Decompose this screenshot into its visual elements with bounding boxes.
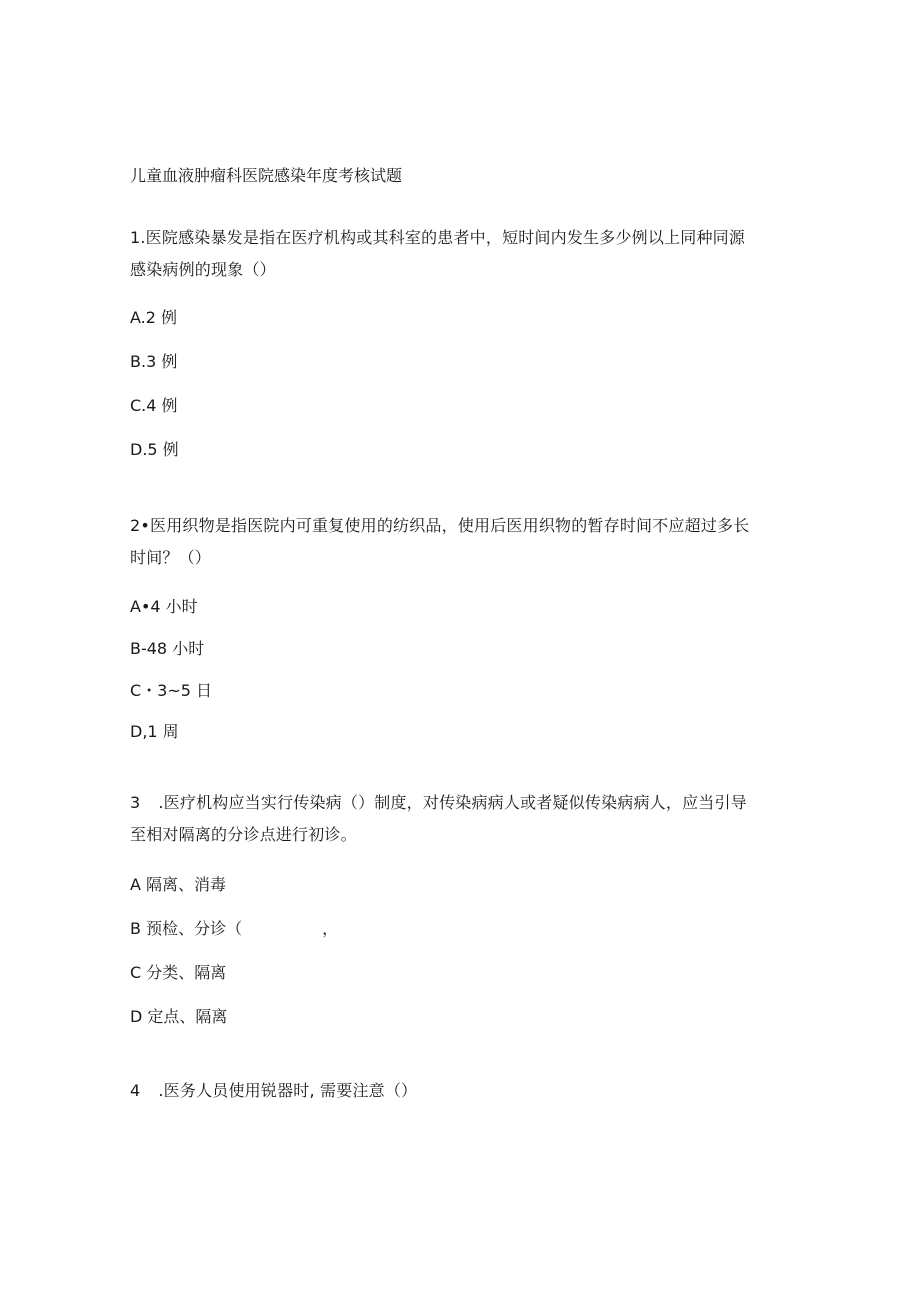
question-2-option-a: A•4 小时 [130, 597, 198, 616]
question-4-line-1 [130, 1081, 417, 1101]
question-3-option-b [130, 919, 338, 939]
question-2-line-2: 时间？（） [130, 548, 212, 567]
question-1-line-1 [130, 228, 745, 248]
question-1-option-d: D.5 例 [130, 440, 179, 459]
question-3-text-1: .医疗机构应当实行传染病（）制度，对传染病病人或者疑似传染病病人，应当引导 [158, 793, 747, 812]
question-1-option-a: A.2 例 [130, 308, 178, 327]
question-3-option-a: A 隔离、消毒 [130, 875, 227, 894]
question-2-text-1: 医用织物是指医院内可重复使用的纺织品，使用后医用织物的暂存时间不应超过多长 [150, 516, 750, 535]
question-2-number: 2• [130, 516, 151, 535]
question-3-line-1 [130, 793, 747, 813]
question-1-option-c: C.4 例 [130, 396, 178, 415]
question-3-number: 3 [130, 793, 141, 812]
question-4-number: 4 [130, 1081, 141, 1100]
question-3-option-b-tail: ， [322, 919, 339, 938]
question-2-option-d: D,1 周 [130, 722, 179, 741]
question-4-text-1: .医务人员使用锐器时, 需要注意（） [158, 1081, 418, 1100]
page-title: 儿童血液肿瘤科医院感染年度考核试题 [130, 166, 403, 185]
question-3-line-2: 至相对隔离的分诊点进行初诊。 [130, 825, 357, 844]
question-2-option-c: C・3~5 日 [130, 681, 213, 700]
question-2-line-1 [130, 516, 749, 536]
question-1-option-b: B.3 例 [130, 352, 178, 371]
question-1-text-1: 医院感染暴发是指在医疗机构或其科室的患者中，短时间内发生多少例以上同种同源 [145, 228, 746, 247]
question-3-option-d: D 定点、隔离 [130, 1007, 228, 1026]
question-2-option-b: B-48 小时 [130, 639, 205, 658]
question-3-option-b-text: B 预检、分诊（ [130, 919, 243, 938]
question-1-line-2: 感染病例的现象（） [130, 260, 276, 279]
question-1-number: 1. [130, 228, 146, 247]
question-3-option-c: C 分类、隔离 [130, 963, 227, 982]
